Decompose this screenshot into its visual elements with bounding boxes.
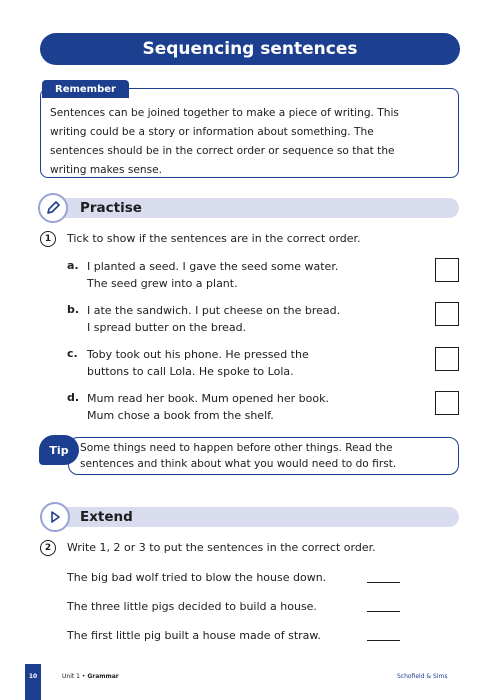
answer-line[interactable] bbox=[367, 611, 400, 612]
footer-unit bbox=[62, 673, 119, 680]
item-line: I ate the sandwich. I put cheese on the bread. bbox=[87, 304, 341, 317]
page-title: Sequencing sentences bbox=[40, 33, 460, 65]
item-text bbox=[87, 346, 387, 380]
sentence: The three little pigs decided to build a house. bbox=[67, 600, 317, 613]
play-arrow-icon bbox=[40, 502, 70, 532]
practise-heading: Practise bbox=[80, 200, 142, 216]
item-letter: b. bbox=[67, 303, 80, 316]
item-letter: c. bbox=[67, 347, 78, 360]
tick-box[interactable] bbox=[435, 391, 459, 415]
answer-line[interactable] bbox=[367, 582, 400, 583]
item-line: I spread butter on the bread. bbox=[87, 321, 247, 334]
footer-unit-label: Unit 1 bbox=[62, 673, 80, 680]
item-text bbox=[87, 258, 387, 292]
page-number: 10 bbox=[25, 664, 41, 700]
remember-line: sentences should be in the correct order or sequence so that the bbox=[50, 145, 395, 157]
remember-line: writing makes sense. bbox=[50, 164, 162, 176]
footer-separator: • bbox=[79, 673, 88, 680]
item-line: Toby took out his phone. He pressed the bbox=[87, 348, 309, 361]
publisher-name: Schofield & Sims bbox=[397, 673, 448, 680]
sentence: The big bad wolf tried to blow the house down. bbox=[67, 571, 327, 584]
tip-line: Some things need to happen before other things. Read the bbox=[80, 442, 393, 454]
remember-label: Remember bbox=[42, 80, 129, 98]
question-text: Tick to show if the sentences are in the correct order. bbox=[67, 232, 361, 245]
item-line: I planted a seed. I gave the seed some water. bbox=[87, 260, 339, 273]
tick-box[interactable] bbox=[435, 302, 459, 326]
remember-text bbox=[50, 104, 450, 180]
question-number: 1 bbox=[40, 231, 56, 247]
sentence: The first little pig built a house made of straw. bbox=[67, 629, 321, 642]
tick-box[interactable] bbox=[435, 347, 459, 371]
tip-line: sentences and think about what you would need to do first. bbox=[80, 458, 397, 470]
remember-line: Sentences can be joined together to make a piece of writing. This bbox=[50, 107, 399, 119]
question-text: Write 1, 2 or 3 to put the sentences in the correct order. bbox=[67, 541, 376, 554]
question-number: 2 bbox=[40, 540, 56, 556]
answer-line[interactable] bbox=[367, 640, 400, 641]
item-line: The seed grew into a plant. bbox=[87, 277, 238, 290]
item-text bbox=[87, 302, 387, 336]
item-letter: a. bbox=[67, 259, 79, 272]
item-letter: d. bbox=[67, 391, 80, 404]
item-line: buttons to call Lola. He spoke to Lola. bbox=[87, 365, 294, 378]
item-line: Mum read her book. Mum opened her book. bbox=[87, 392, 329, 405]
footer-topic: Grammar bbox=[87, 673, 119, 680]
item-line: Mum chose a book from the shelf. bbox=[87, 409, 274, 422]
pencil-icon bbox=[38, 193, 68, 223]
item-text bbox=[87, 390, 387, 424]
tip-label: Tip bbox=[39, 435, 79, 465]
tip-text bbox=[80, 440, 454, 472]
extend-heading: Extend bbox=[80, 509, 133, 525]
remember-line: writing could be a story or information about something. The bbox=[50, 126, 374, 138]
tick-box[interactable] bbox=[435, 258, 459, 282]
